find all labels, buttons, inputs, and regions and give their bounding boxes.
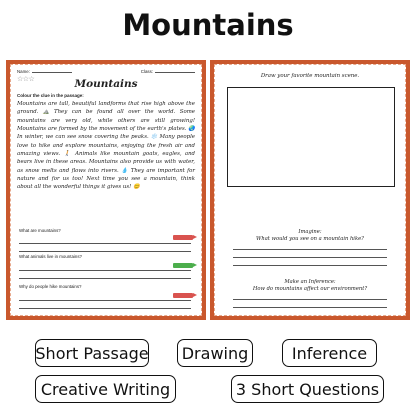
- answer-line: [233, 307, 387, 308]
- answer-line: [19, 251, 191, 252]
- inference-heading: Make an Inference:: [284, 279, 336, 285]
- question-2: What animals live in mountains?: [19, 254, 82, 259]
- answer-line: [19, 308, 191, 309]
- rating-stars-icon: ☆☆☆: [17, 76, 35, 83]
- passage-text: Mountains are tall, beautiful landforms that rise high above the ground. ⛰️ They can be found all over the world. Some mountains are very old, while others are still growing! Mountains are formed by the movement of the earth's plates. 🌏 In winter, we can see snow covering the peaks. ❄️ Many people love to hike and explore mountains, enjoying the fresh air and amazing views. 🚶 Animals like mountain goats, eagles, and bears live in these areas. Mountains also provide us with water, as snow melts and flows into rivers. 💧 They are important for nature and for us too! Next time you see a mountain, think about all the wonderful things it gives us! 😊: [17, 101, 195, 191]
- imagine-question: What would you see on a mountain hike?: [256, 236, 364, 242]
- class-label: Class:: [140, 69, 153, 74]
- question-3: Why do people hike mountains?: [19, 284, 82, 289]
- passage-title: Mountains: [74, 78, 138, 90]
- crayon-icon: [173, 293, 193, 298]
- answer-line: [233, 299, 387, 300]
- answer-line: [19, 243, 191, 244]
- crayon-icon: [173, 235, 193, 240]
- answer-line: [233, 257, 387, 258]
- tag-3-short-questions: 3 Short Questions: [231, 375, 384, 403]
- page-title: Mountains: [122, 8, 294, 42]
- tag-short-passage: Short Passage: [35, 339, 149, 367]
- inference-question: How do mountains affect our environment?: [252, 286, 368, 292]
- answer-line: [19, 270, 191, 271]
- answer-line: [233, 249, 387, 250]
- answer-line: [233, 265, 387, 266]
- tag-creative-writing: Creative Writing: [35, 375, 176, 403]
- passage-worksheet: [6, 60, 206, 320]
- tag-inference: Inference: [282, 339, 377, 367]
- imagine-heading: Imagine:: [298, 229, 322, 235]
- tag-drawing: Drawing: [177, 339, 253, 367]
- draw-prompt: Draw your favorite mountain scene.: [260, 73, 360, 79]
- crayon-icon: [173, 263, 193, 268]
- drawing-box: [227, 87, 395, 187]
- drawing-worksheet: [210, 60, 410, 320]
- answer-line: [19, 300, 191, 301]
- name-label: Name:: [17, 69, 30, 74]
- name-class-bar: [17, 69, 195, 74]
- question-1: What are mountains?: [19, 228, 61, 233]
- answer-line: [19, 278, 191, 279]
- instruction-text: Colour the clue in the passage:: [17, 93, 84, 98]
